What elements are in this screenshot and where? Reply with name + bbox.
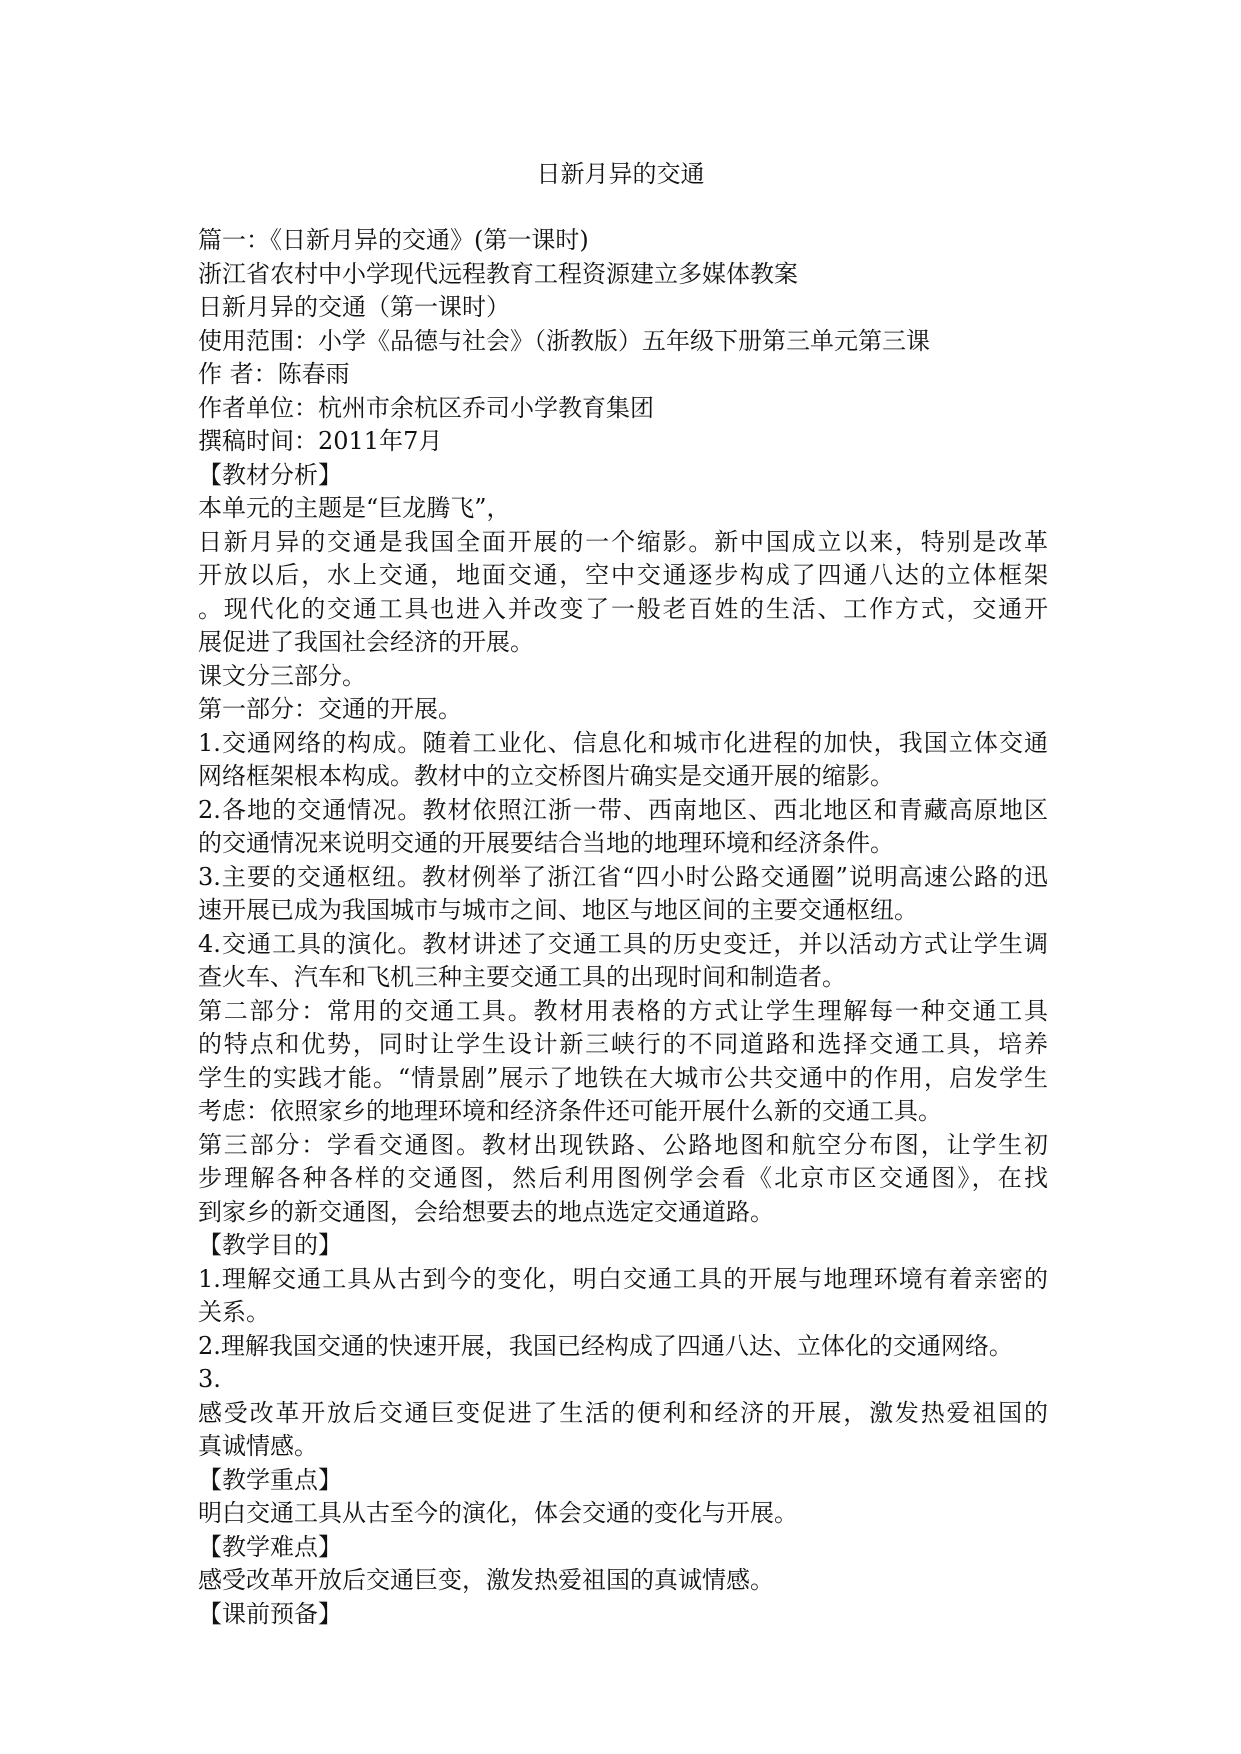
document-body bbox=[198, 224, 1048, 1631]
text-line: 3.主要的交通枢纽。教材例举了浙江省“四小时公路交通圈”说明高速公路的迅 bbox=[198, 862, 1048, 891]
section-heading: 【教学重点】 bbox=[198, 1465, 342, 1494]
text-line: 的交通情况来说明交通的开展要结合当地的地理环境和经济条件。 bbox=[198, 829, 894, 857]
text-line: 明白交通工具从古至今的演化，体会交通的变化与开展。 bbox=[198, 1499, 798, 1527]
text-line: 3. bbox=[198, 1365, 221, 1393]
text-line: 学生的实践才能。“情景剧”展示了地铁在大城市公共交通中的作用，启发学生 bbox=[198, 1063, 1048, 1092]
text-line: 2.理解我国交通的快速开展，我国已经构成了四通八达、立体化的交通网络。 bbox=[198, 1331, 1013, 1360]
section-heading: 【教学难点】 bbox=[198, 1532, 342, 1561]
text-line: 速开展已成为我国城市与城市之间、地区与地区间的主要交通枢纽。 bbox=[198, 896, 918, 924]
section-heading: 【教学目的】 bbox=[198, 1231, 342, 1259]
text-line: 日新月异的交通（第一课时） bbox=[198, 293, 510, 321]
text-line: 感受改革开放后交通巨变，激发热爱祖国的真诚情感。 bbox=[198, 1566, 774, 1594]
text-line: 展促进了我国社会经济的开展。 bbox=[198, 628, 534, 656]
text-line: 浙江省农村中小学现代远程教育工程资源建立多媒体教案 bbox=[198, 259, 798, 288]
text-line: 开放以后，水上交通，地面交通，空中交通逐步构成了四通八达的立体框架 bbox=[198, 561, 1048, 589]
section-heading: 【课前预备】 bbox=[198, 1599, 342, 1628]
text-line: 的特点和优势，同时让学生设计新三峡行的不同道路和选择交通工具，培养 bbox=[198, 1030, 1048, 1058]
text-line: 考虑：依照家乡的地理环境和经济条件还可能开展什么新的交通工具。 bbox=[198, 1097, 942, 1125]
text-line: 第一部分：交通的开展。 bbox=[198, 695, 462, 723]
text-line: 撰稿时间：2011年7月 bbox=[198, 427, 443, 455]
section-heading: 【教材分析】 bbox=[198, 460, 342, 489]
text-line: 课文分三部分。 bbox=[198, 661, 366, 690]
text-line: 使用范围：小学《品德与社会》（浙教版）五年级下册第三单元第三课 bbox=[198, 326, 930, 355]
text-line: 作 者：陈春雨 bbox=[198, 360, 350, 388]
document-title: 日新月异的交通 bbox=[536, 160, 705, 188]
text-line: 关系。 bbox=[198, 1298, 270, 1326]
text-line: 网络框架根本构成。教材中的立交桥图片确实是交通开展的缩影。 bbox=[198, 762, 894, 790]
text-line: 篇一：《日新月异的交通》(第一课时) bbox=[198, 226, 589, 254]
text-line: 2.各地的交通情况。教材依照江浙一带、西南地区、西北地区和青藏高原地区 bbox=[198, 795, 1048, 824]
text-line: 查火车、汽车和飞机三种主要交通工具的出现时间和制造者。 bbox=[198, 963, 846, 991]
text-line: 到家乡的新交通图，会给想要去的地点选定交通道路。 bbox=[198, 1197, 774, 1226]
text-line: 1.交通网络的构成。随着工业化、信息化和城市化进程的加快，我国立体交通 bbox=[198, 728, 1048, 757]
text-line: 真诚情感。 bbox=[198, 1432, 318, 1460]
text-line: 第二部分：常用的交通工具。教材用表格的方式让学生理解每一种交通工具 bbox=[198, 996, 1048, 1025]
text-line: 。现代化的交通工具也进入并改变了一般老百姓的生活、工作方式，交通开 bbox=[198, 594, 1048, 623]
text-line: 感受改革开放后交通巨变促进了生活的便利和经济的开展，激发热爱祖国的 bbox=[198, 1398, 1048, 1427]
text-line: 4.交通工具的演化。教材讲述了交通工具的历史变迁，并以活动方式让学生调 bbox=[198, 929, 1048, 958]
text-line: 日新月异的交通是我国全面开展的一个缩影。新中国成立以来，特别是改革 bbox=[198, 527, 1048, 556]
text-line: 第三部分：学看交通图。教材出现铁路、公路地图和航空分布图，让学生初 bbox=[198, 1130, 1048, 1159]
text-line: 步理解各种各样的交通图，然后利用图例学会看《北京市区交通图》，在找 bbox=[198, 1164, 1048, 1192]
text-line: 作者单位：杭州市余杭区乔司小学教育集团 bbox=[198, 393, 654, 422]
text-line: 本单元的主题是“巨龙腾飞”， bbox=[198, 494, 511, 522]
text-line: 1.理解交通工具从古到今的变化，明白交通工具的开展与地理环境有着亲密的 bbox=[198, 1264, 1048, 1293]
